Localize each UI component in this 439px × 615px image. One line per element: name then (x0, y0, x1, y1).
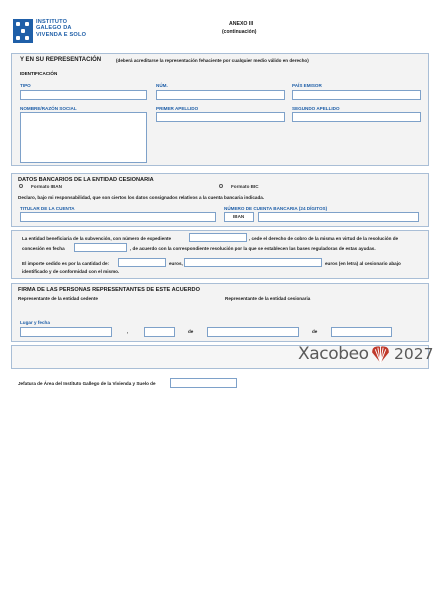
xacobeo-logo-year: 2027 (394, 345, 434, 363)
identification-label: IDENTIFICACIÓN (20, 71, 58, 76)
cession-line-3a: El importe cedido es por la cantidad de: (22, 261, 110, 266)
institution-logo-text (36, 19, 86, 38)
fecha-concesion-field[interactable] (74, 243, 127, 252)
segundo-apellido-field[interactable] (292, 112, 421, 122)
cedente-representative-label: Representante de la entidad cedente (18, 296, 98, 301)
annex-subtitle: (continuación) (222, 29, 257, 35)
num-label: NÚM. (156, 83, 168, 88)
footer-jefatura-field[interactable] (170, 378, 237, 388)
account-number-field[interactable] (258, 212, 419, 222)
institution-logo-icon (13, 19, 33, 43)
iban-format-radio[interactable] (19, 184, 23, 188)
importe-letra-field[interactable] (184, 258, 322, 267)
de-separator-2: de (312, 329, 318, 334)
expediente-field[interactable] (189, 233, 247, 242)
cession-line-2b: , de acuerdo con la correspondiente resolución por la que se establecen las bases reguladoras de estas ayudas. (130, 246, 376, 251)
footer-label: Jefatura de Área del Instituto Gallego de la Vivienda y Suelo de (18, 381, 156, 386)
bic-format-label: Formato BIC (231, 184, 259, 189)
primer-apellido-label: PRIMER APELLIDO (156, 106, 199, 111)
nombre-field[interactable] (20, 112, 147, 163)
representation-note: (deberá acreditarse la representación fehaciente por cualquier medio válido en derecho) (116, 58, 309, 63)
nombre-label: NOMBRE/RAZÓN SOCIAL (20, 106, 77, 111)
pais-emisor-label: PAÍS EMISOR (292, 83, 322, 88)
de-separator-1: de (188, 329, 194, 334)
cession-line-2a: concesión en fecha (22, 246, 65, 251)
segundo-apellido-label: SEGUNDO APELLIDO (292, 106, 340, 111)
place-date-label: Lugar y fecha (20, 320, 50, 325)
holder-field[interactable] (20, 212, 216, 222)
primer-apellido-field[interactable] (156, 112, 285, 122)
pais-emisor-field[interactable] (292, 90, 421, 100)
logo-line: INSTITUTO (36, 19, 68, 25)
bank-declaration: Declaro, bajo mi responsabilidad, que son ciertos los datos consignados relativos a la cuenta bancaria indicada. (18, 195, 265, 200)
cession-line-4: identificado y de conformidad con el mismo. (22, 269, 120, 274)
cession-line-3b: euros, (169, 261, 183, 266)
annex-title: ANEXO III (229, 21, 254, 27)
account-label: NÚMERO DE CUENTA BANCARIA (24 DÍGITOS) (224, 206, 328, 211)
comma-separator: , (127, 329, 129, 334)
day-field[interactable] (144, 327, 175, 337)
cession-line-1a: La entidad beneficiaria de la subvención, con número de expediente (22, 236, 172, 241)
cession-line-1b: , cede el derecho de cobro de la misma en virtud de la resolución de (249, 236, 399, 241)
month-field[interactable] (207, 327, 299, 337)
xacobeo-logo-word: Xacobeo (298, 344, 369, 364)
signature-title: FIRMA DE LAS PERSONAS REPRESENTANTES DE ESTE ACUERDO (18, 287, 200, 293)
iban-label: IBAN (233, 214, 245, 219)
importe-cantidad-field[interactable] (118, 258, 166, 267)
cession-line-3c: euros (en letra) al cesionario abajo (325, 261, 401, 266)
cesionaria-representative-label: Representante de la entidad cesionaria (225, 296, 311, 301)
bic-format-radio[interactable] (219, 184, 223, 188)
tipo-field[interactable] (20, 90, 147, 100)
year-field[interactable] (331, 327, 392, 337)
holder-label: TITULAR DE LA CUENTA (20, 206, 75, 211)
num-field[interactable] (156, 90, 285, 100)
tipo-label: TIPO (20, 83, 31, 88)
xacobeo-shell-icon (370, 344, 391, 365)
logo-line: GALEGO DA (36, 25, 72, 32)
bank-title: DATOS BANCARIOS DE LA ENTIDAD CESIONARIA (18, 177, 154, 183)
place-field[interactable] (20, 327, 112, 337)
iban-format-label: Formato IBAN (31, 184, 62, 189)
logo-line: VIVENDA E SOLO (36, 31, 87, 38)
representation-title: Y EN SU REPRESENTACIÓN (20, 57, 102, 63)
